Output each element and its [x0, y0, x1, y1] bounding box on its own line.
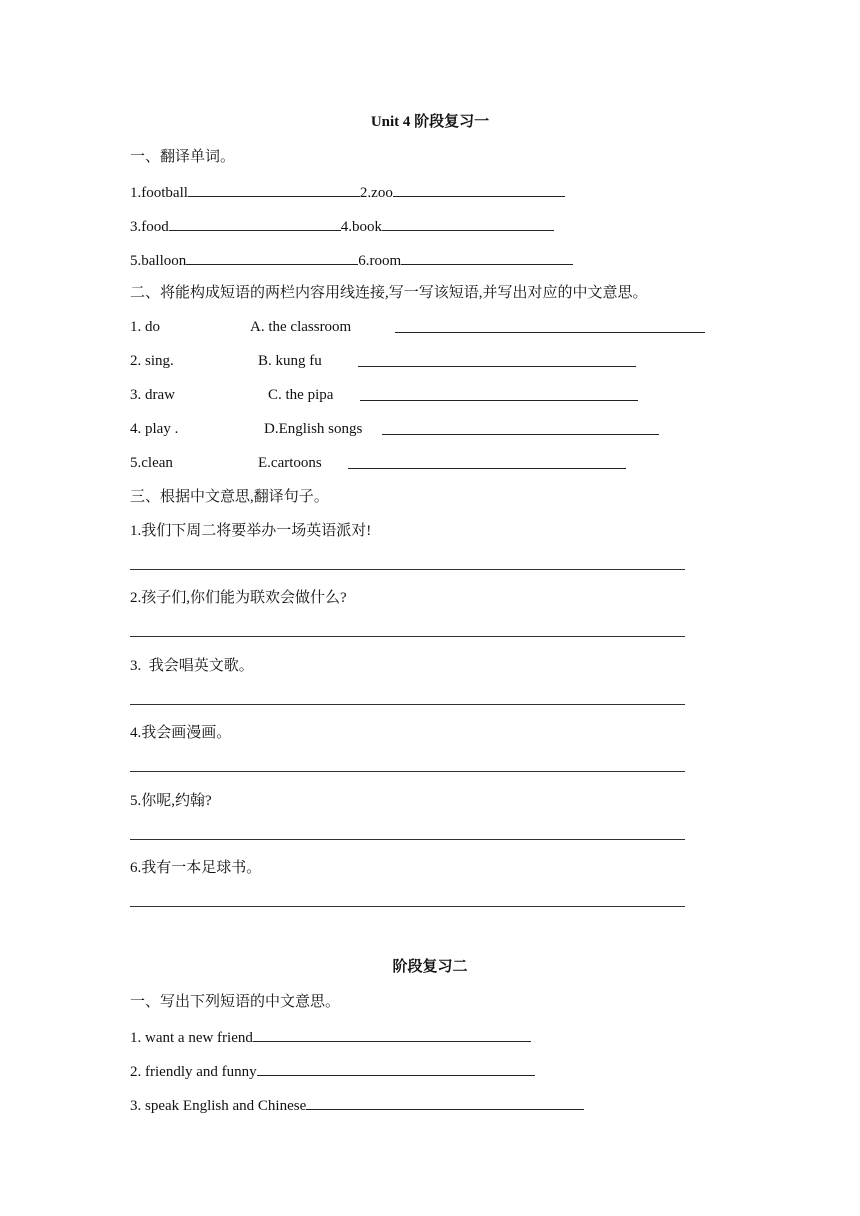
phrase-row [130, 1026, 531, 1048]
phrase-label: 2. friendly and funny [130, 1064, 257, 1080]
match-left-item: 4. play . [130, 421, 179, 437]
match-left-item: 2. sing. [130, 353, 174, 369]
match-left-item: 3. draw [130, 387, 175, 403]
word-label: 4.book [340, 219, 382, 235]
answer-blank[interactable] [306, 1094, 584, 1110]
section-heading-translate-sentences: 三、根据中文意思,翻译句子。 [130, 489, 329, 505]
word-row-2 [130, 215, 554, 237]
answer-blank[interactable] [257, 1060, 535, 1076]
match-left-item: 5.clean [130, 455, 173, 471]
answer-blank[interactable] [401, 249, 573, 265]
match-right-item: B. kung fu [258, 353, 322, 369]
answer-blank[interactable] [188, 181, 360, 197]
word-label: 6.room [358, 253, 402, 269]
section-title: 阶段复习二 [392, 959, 468, 975]
sentence-prompt: 2.孩子们,你们能为联欢会做什么? [130, 590, 347, 606]
word-label: 2.zoo [359, 185, 393, 201]
section-heading-phrase-meaning: 一、写出下列短语的中文意思。 [130, 994, 341, 1010]
answer-line[interactable] [130, 704, 685, 705]
word-label: 5.balloon [130, 253, 187, 269]
answer-blank[interactable] [253, 1026, 531, 1042]
phrase-label: 3. speak English and Chinese [130, 1098, 307, 1114]
match-right-item: C. the pipa [268, 387, 334, 403]
phrase-row [130, 1094, 584, 1116]
answer-line[interactable] [130, 839, 685, 840]
section-heading-translate-words: 一、翻译单词。 [130, 149, 236, 165]
match-right-item: A. the classroom [250, 319, 352, 335]
sentence-prompt: 6.我有一本足球书。 [130, 860, 262, 876]
section-heading-match-phrases: 二、将能构成短语的两栏内容用线连接,写一写该短语,并写出对应的中文意思。 [130, 285, 648, 301]
answer-line[interactable] [130, 906, 685, 907]
word-label: 3.food [130, 219, 169, 235]
match-right-item: E.cartoons [258, 455, 322, 471]
answer-blank[interactable] [360, 385, 638, 401]
answer-blank[interactable] [382, 215, 554, 231]
word-label: 1.football [130, 185, 188, 201]
phrase-row [130, 1060, 535, 1082]
match-right-item: D.English songs [264, 421, 363, 437]
page-title: Unit 4 阶段复习一 [370, 114, 490, 130]
answer-blank[interactable] [186, 249, 358, 265]
answer-line[interactable] [130, 771, 685, 772]
sentence-prompt: 4.我会画漫画。 [130, 725, 232, 741]
match-left-item: 1. do [130, 319, 160, 335]
answer-line[interactable] [130, 636, 685, 637]
answer-blank[interactable] [169, 215, 341, 231]
answer-blank[interactable] [382, 419, 659, 435]
word-row-1 [130, 181, 565, 203]
sentence-prompt: 1.我们下周二将要举办一场英语派对! [130, 523, 372, 539]
answer-blank[interactable] [358, 351, 636, 367]
phrase-label: 1. want a new friend [130, 1030, 253, 1046]
sentence-prompt: 3. 我会唱英文歌。 [130, 658, 254, 674]
answer-line[interactable] [130, 569, 685, 570]
sentence-prompt: 5.你呢,约翰? [130, 793, 212, 809]
answer-blank[interactable] [348, 453, 626, 469]
word-row-3 [130, 249, 573, 271]
answer-blank[interactable] [393, 181, 565, 197]
answer-blank[interactable] [395, 317, 705, 333]
